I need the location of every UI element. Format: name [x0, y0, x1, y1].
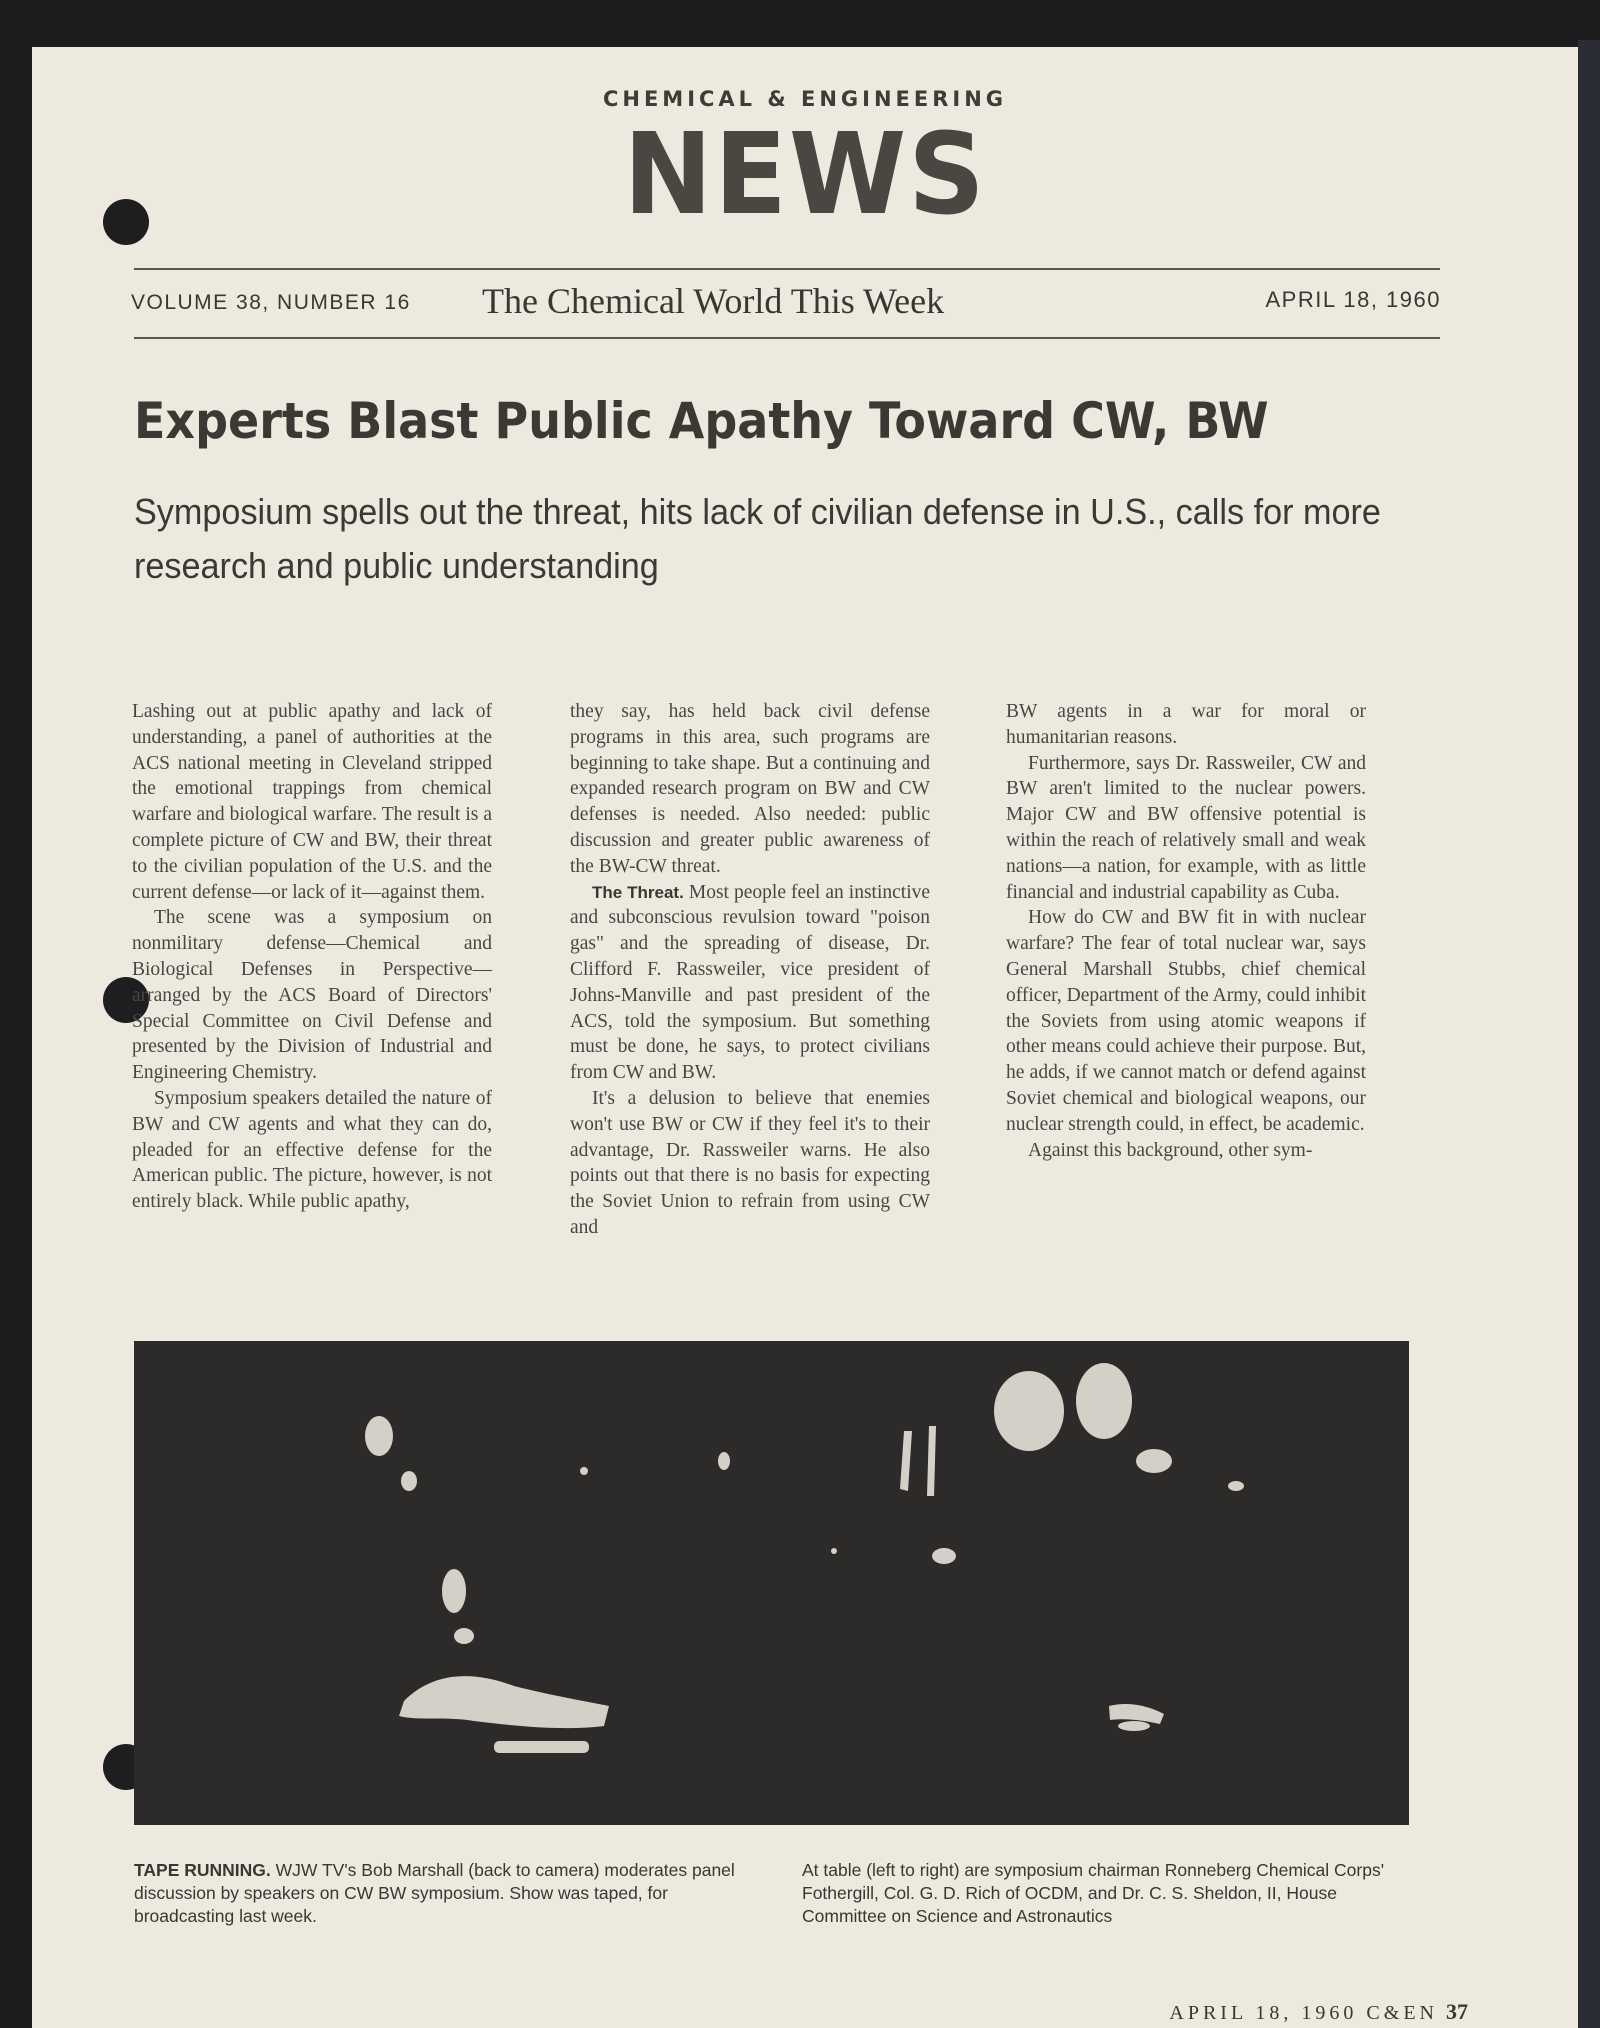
masthead-publication: CHEMICAL & ENGINEERING: [602, 87, 1008, 111]
article-column-1: [132, 699, 492, 1215]
article-column-3: [1006, 699, 1366, 1163]
article-subhead: Symposium spells out the threat, hits lack of civilian defense in U.S., calls for more research and public understanding: [134, 491, 1381, 586]
rule-bottom: [134, 337, 1440, 339]
halftone-photo: [134, 1341, 1409, 1825]
paragraph: It's a delusion to believe that enemies won't use BW or CW if they feel it's to their advantage, Dr. Rassweiler warns. He also points out that there is no basis for expecting the Soviet Union to refrain from using CW and: [570, 1087, 930, 1238]
paragraph: BW agents in a war for moral or humanitarian reasons.: [1006, 701, 1366, 748]
paragraph: they say, has held back civil defense programs in this area, such programs are beginning to take shape. But a continuing and expanded research program on BW and CW defenses is needed. Also needed: public discussion and greater public awareness of the BW-CW threat.: [570, 701, 930, 877]
caption-text: WJW TV's Bob Marshall (back to camera) moderates panel discussion by speakers on CW BW symposium. Show was taped, for broadcasting last week.: [134, 1860, 735, 1926]
article-headline: Experts Blast Public Apathy Toward CW, BW: [134, 392, 1269, 450]
caption-heading: TAPE RUNNING.: [134, 1860, 271, 1880]
rule-top: [134, 268, 1440, 270]
page-number: 37: [1446, 1999, 1468, 2024]
photo-caption-left: [134, 1859, 744, 1928]
paragraph: Symposium speakers detailed the nature of BW and CW agents and what they can do, pleaded for an effective defense for the American public. The picture, however, is not entirely black. While public apathy,: [132, 1087, 492, 1213]
magazine-page: [32, 47, 1578, 2028]
paragraph-text: Most people feel an instinctive and subconscious revulsion toward "poison gas" and the spreading of disease, Dr. Clifford F. Rassweiler, vice president of Johns-Manville and past president of the ACS, told the symposium. But something must be done, he says, to protect civilians from CW and BW.: [570, 881, 931, 1084]
paragraph: The scene was a symposium on nonmilitary defense—Chemical and Biological Defenses in Perspective—arranged by the ACS Board of Directors' Special Committee on Civil Defense and presented by the Division of Industrial and Engineering Chemistry.: [132, 907, 492, 1084]
paragraph: Lashing out at public apathy and lack of understanding, a panel of authorities at the ACS national meeting in Cleveland stripped the emotional trappings from chemical warfare and biological warfare. The result is a complete picture of CW and BW, their threat to the civilian population of the U.S. and the current defense—or lack of it—against them.: [132, 701, 492, 903]
photo-caption-right: At table (left to right) are symposium chairman Ronneberg Chemical Corps' Fothergill, Col. G. D. Rich of OCDM, and Dr. C. S. Sheldon, II, House Committee on Science and Astronautics: [802, 1860, 1385, 1926]
masthead-title: NEWS: [623, 110, 987, 240]
article-column-2: [570, 699, 930, 1241]
paragraph: How do CW and BW fit in with nuclear warfare? The fear of total nuclear war, says General Marshall Stubbs, chief chemical officer, Department of the Army, could inhibit the Soviets from using atomic weapons if other means could achieve their purpose. But, he adds, if we cannot match or defend against Soviet chemical and biological weapons, our nuclear strength could, in effect, be academic.: [1006, 907, 1366, 1135]
issue-date: APRIL 18, 1960: [1265, 287, 1441, 312]
issue-volume: VOLUME 38, NUMBER 16: [131, 291, 411, 314]
paragraph: Furthermore, says Dr. Rassweiler, CW and BW aren't limited to the nuclear powers. Major CW and BW offensive potential is within the reach of relatively small and weak nations—a nation, for example, with as little financial and industrial capability as Cuba.: [1006, 752, 1366, 903]
photo-highlights: [134, 1341, 1409, 1825]
scan-background-strip: [1578, 40, 1600, 2028]
paragraph: Against this background, other sym-: [1028, 1139, 1313, 1161]
subsection-heading: The Threat.: [592, 882, 684, 902]
folio: APRIL 18, 1960 C&EN: [1169, 2002, 1438, 2024]
paragraph-threat: [570, 880, 930, 1086]
page-footer: [1169, 1999, 1468, 2025]
section-title: The Chemical World This Week: [482, 281, 945, 321]
